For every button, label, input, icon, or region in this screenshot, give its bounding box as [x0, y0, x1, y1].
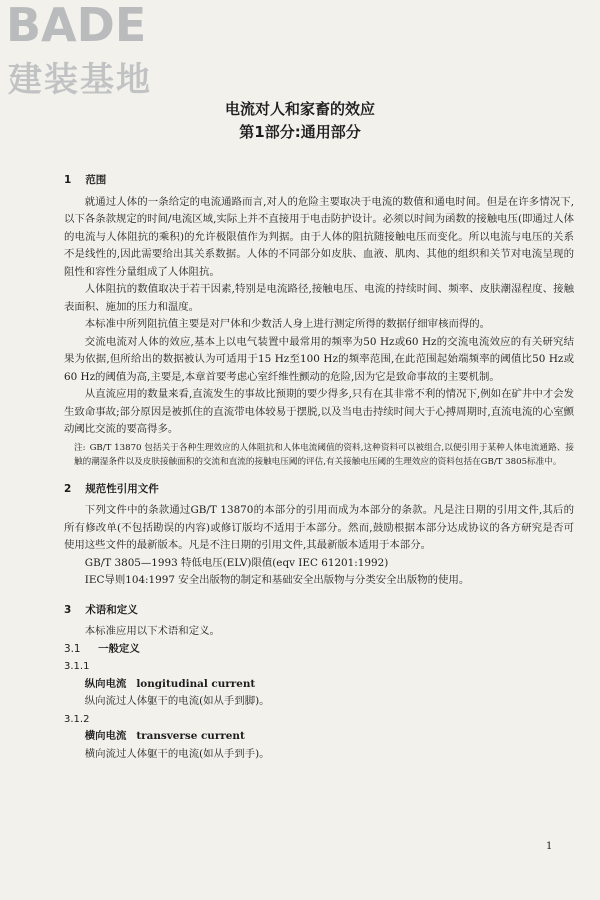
term-definition: 纵向流过人体躯干的电流(如从手到脚)。 [84, 695, 270, 707]
document-title: 电流对人和家畜的效应 [224, 100, 375, 118]
term-cn: 纵向电流 [84, 677, 127, 690]
subsection-heading [64, 641, 574, 659]
reference-item: GB/T 3805—1993 特低电压(ELV)限值(eqv IEC 61201:1992) [84, 556, 389, 569]
document-body [64, 172, 574, 763]
section-number: 1 [64, 174, 72, 186]
paragraph: 从直流应用的数量来看,直流发生的事故比预期的要少得多,只有在其非常不利的情况下,例如在矿井中才会发生致命事故;部分原因是被抓住的直流带电体较易于摆脱,以及当电击持续时间大于心搏周期时,直流电流的心室颤动阈比交流的要高得多。 [64, 388, 574, 435]
page-number: 1 [546, 841, 553, 852]
section-number: 2 [64, 482, 72, 495]
subsection-title: 一般定义 [98, 642, 140, 655]
publisher-logo [0, 0, 200, 110]
term-definition: 横向流过人体躯干的电流(如从手到手)。 [84, 747, 270, 760]
logo-text-cn: 建装基地 [8, 60, 152, 100]
section-heading-scope [64, 172, 574, 190]
subsection-number: 3.1 [64, 642, 81, 655]
term-number: 3.1.2 [64, 713, 90, 725]
section-title: 范围 [85, 174, 107, 186]
paragraph: 本标准中所列阻抗值主要是对尸体和少数活人身上进行测定所得的数据仔细审核而得的。 [84, 318, 491, 330]
paragraph: 人体阻抗的数值取决于若干因素,特别是电流路径,接触电压、电流的持续时间、频率、皮肤潮湿程度、接触表面积、施加的压力和温度。 [64, 283, 574, 313]
term-en: longitudinal current [136, 677, 256, 690]
section-heading-normative-references [64, 481, 574, 499]
paragraph: 本标准应用以下术语和定义。 [84, 625, 220, 637]
section-title: 规范性引用文件 [85, 482, 159, 495]
term-number: 3.1.1 [64, 661, 90, 672]
paragraph: 就通过人体的一条给定的电流通路而言,对人的危险主要取决于电流的数值和通电时间。但是在许多情况下,以下各条款规定的时间/电流区域,实际上并不直接用于电击防护设计。必须以时间为函数的接触电压(即通过人体的电流与人体阻抗的乘积)的允许极限值作为判据。由于人体的阻抗随接触电压而变化。所以电流与电压的关系不是线性的,因此需要给出其关系数据。人体的不同部分如皮肤、血液、肌肉、其他的组织和关节对电流呈现的阻性和容性分量组成了人体阻抗。 [64, 195, 574, 278]
logo-text-en: BADE [6, 0, 147, 52]
note [64, 441, 574, 469]
note-text: GB/T 13870 包括关于各种生理效应的人体阻抗和人体电流阈值的资料,这种资料可以被组合,以便引用于某种人体电流通路、接触的潮湿条件以及皮肤接触面积的交流和直流的接触电压阈的评估,有关接触电压阈的生理效应的资料包括在GB/T 3805标准中。 [74, 442, 574, 467]
section-number: 3 [64, 603, 72, 616]
term-en: transverse current [136, 730, 245, 742]
section-title: 术语和定义 [85, 603, 138, 616]
term-name [64, 728, 574, 746]
paragraph: 下列文件中的条款通过GB/T 13870的本部分的引用而成为本部分的条款。凡是注日期的引用文件,其后的所有修改单(不包括勘误的内容)或修订版均不适用于本部分。然而,鼓励根据本部分达成协议的各方研究是否可使用这些文件的最新版本。凡是不注日期的引用文件,其最新版本适用于本部分。 [64, 504, 574, 551]
section-heading-terms [64, 602, 574, 620]
document-subtitle: 第1部分:通用部分 [239, 123, 361, 141]
term-name [64, 676, 574, 694]
term-cn: 横向电流 [84, 730, 127, 742]
paragraph: 交流电流对人体的效应,基本上以电气装置中最常用的频率为50 Hz或60 Hz的交流电流效应的有关研究结果为依据,但所给出的数据被认为可适用于15 Hz至100 Hz的频率范围,在此范围起始端频率的阈值比50 Hz或60 Hz的阈值为高,主要是,本章首要考虑心室纤维性颤动的危险,因为它是致命事故的主要机制。 [64, 335, 574, 383]
note-label: 注: [74, 442, 86, 453]
reference-item: IEC导则104:1997 安全出版物的制定和基础安全出版物与分类安全出版物的使用。 [84, 574, 470, 586]
